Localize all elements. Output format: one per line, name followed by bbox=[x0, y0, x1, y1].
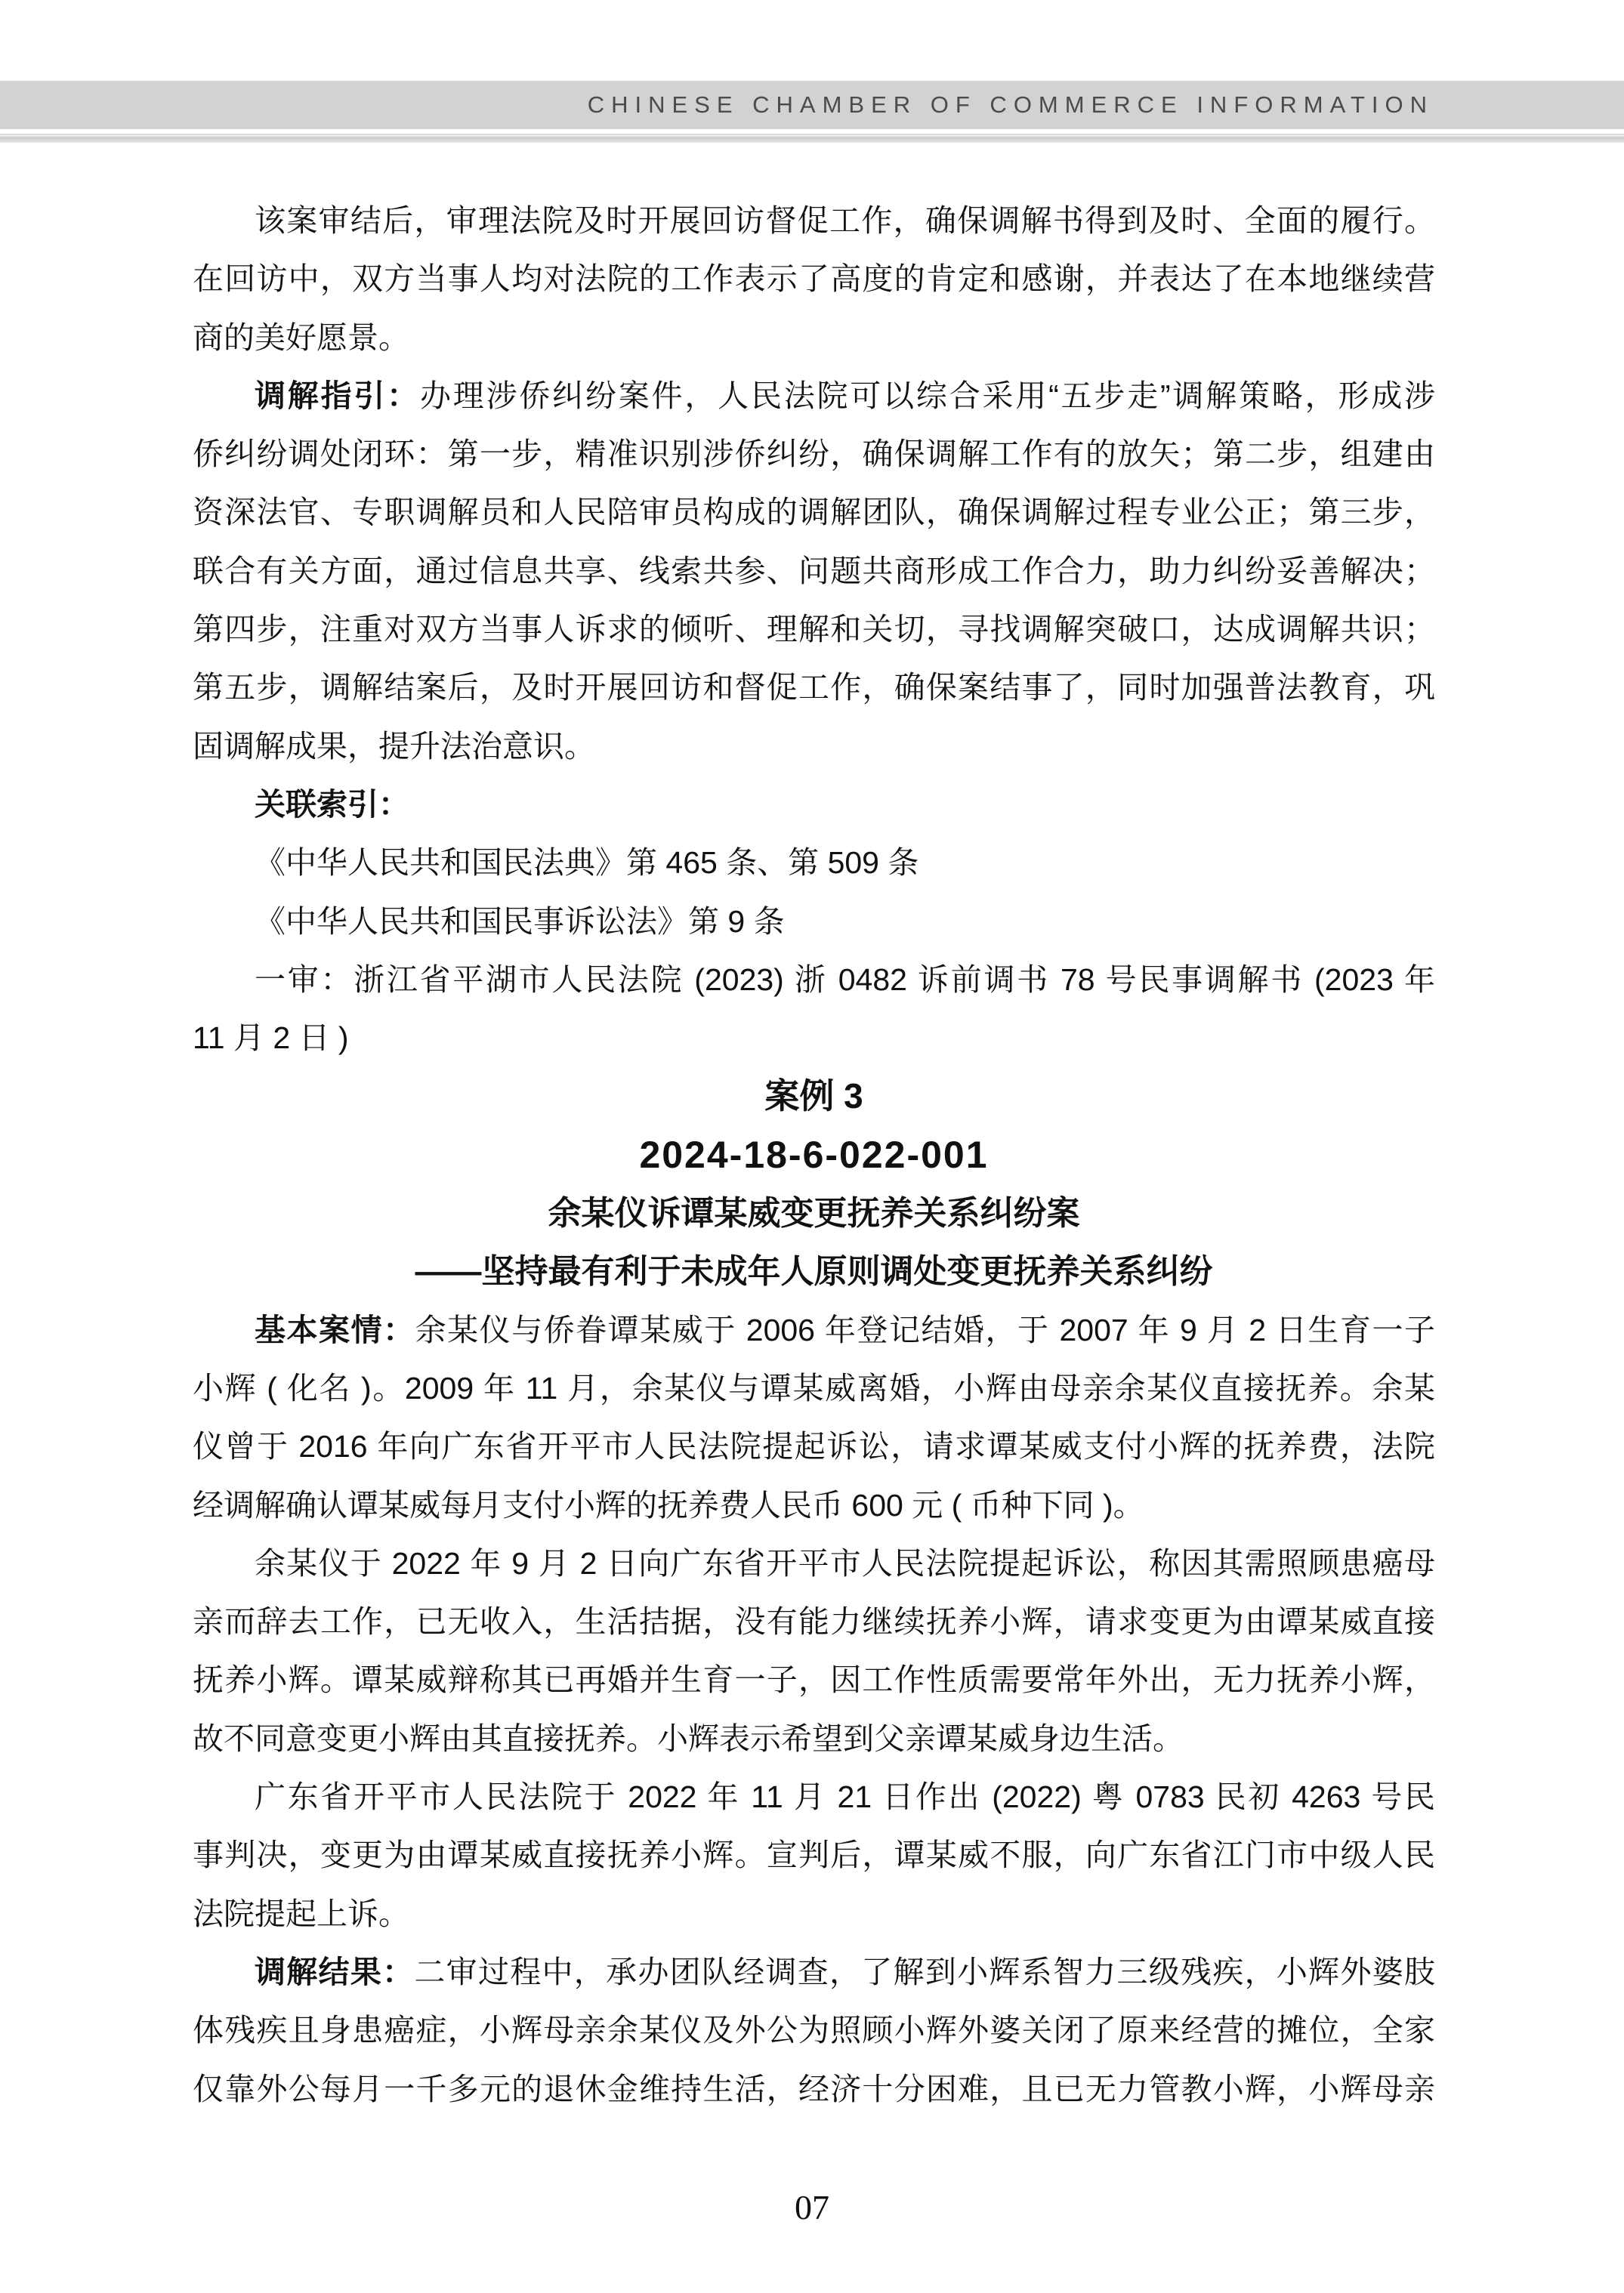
header-divider-stripes bbox=[0, 134, 1624, 143]
text-line bbox=[193, 659, 1435, 717]
text-line bbox=[193, 1418, 1435, 1476]
text-segment: 一审：浙江省平湖市人民法院 (2023) 浙 0482 诉前调书 78 号民事调解书 (2023 年 bbox=[255, 961, 1435, 997]
text-line bbox=[193, 1943, 1435, 2001]
text-segment: 仪曾于 2016 年向广东省开平市人民法院提起诉讼，请求谭某威支付小辉的抚养费，法院 bbox=[193, 1429, 1435, 1464]
text-line bbox=[193, 1242, 1435, 1301]
text-segment: 二审过程中，承办团队经调查，了解到小辉系智力三级残疾，小辉外婆肢 bbox=[414, 1954, 1435, 1989]
text-segment: 固调解成果，提升法治意识。 bbox=[193, 728, 595, 764]
text-segment: 法院提起上诉。 bbox=[193, 1896, 409, 1931]
text-line bbox=[193, 951, 1435, 1009]
text-line bbox=[193, 1301, 1435, 1359]
text-segment: 在回访中，双方当事人均对法院的工作表示了高度的肯定和感谢，并表达了在本地继续营 bbox=[193, 261, 1435, 297]
text-line bbox=[193, 1067, 1435, 1125]
text-line bbox=[193, 483, 1435, 542]
text-segment: 余某仪于 2022 年 9 月 2 日向广东省开平市人民法院提起诉讼，称因其需照顾患癌母 bbox=[255, 1545, 1435, 1581]
text-segment: 第四步，注重对双方当事人诉求的倾听、理解和关切，寻找调解突破口，达成调解共识； bbox=[193, 612, 1435, 647]
text-line bbox=[193, 1535, 1435, 1593]
text-line bbox=[193, 192, 1435, 250]
text-segment: 该案审结后，审理法院及时开展回访督促工作，确保调解书得到及时、全面的履行。 bbox=[255, 203, 1435, 238]
text-segment: 体残疾且身患癌症，小辉母亲余某仪及外公为照顾小辉外婆关闭了原来经营的摊位，全家 bbox=[193, 2013, 1435, 2048]
text-line bbox=[193, 250, 1435, 308]
text-line bbox=[193, 309, 1435, 367]
bold-text-segment: 调解指引： bbox=[255, 378, 420, 413]
header-caption: CHINESE CHAMBER OF COMMERCE INFORMATION bbox=[587, 91, 1434, 118]
text-line bbox=[193, 1477, 1435, 1535]
content bbox=[193, 192, 1435, 2119]
text-line bbox=[193, 425, 1435, 483]
text-segment: 故不同意变更小辉由其直接抚养。小辉表示希望到父亲谭某威身边生活。 bbox=[193, 1721, 1184, 1756]
text-segment: 第五步，调解结案后，及时开展回访和督促工作，确保案结事了，同时加强普法教育，巩 bbox=[193, 670, 1435, 705]
text-line bbox=[193, 834, 1435, 892]
text-line bbox=[193, 600, 1435, 659]
text-line bbox=[193, 718, 1435, 776]
text-segment: 余某仪与侨眷谭某威于 2006 年登记结婚，于 2007 年 9 月 2 日生育一子 bbox=[415, 1312, 1436, 1347]
bold-text-segment: 余某仪诉谭某威变更抚养关系纠纷案 bbox=[548, 1195, 1080, 1233]
text-segment: 商的美好愿景。 bbox=[193, 319, 409, 355]
text-line bbox=[193, 893, 1435, 951]
text-segment: 经调解确认谭某威每月支付小辉的抚养费人民币 600 元 ( 币种下同 )。 bbox=[193, 1487, 1144, 1523]
text-segment: 亲而辞去工作，已无收入，生活拮据，没有能力继续抚养小辉，请求变更为由谭某威直接 bbox=[193, 1604, 1435, 1640]
text-segment: 广东省开平市人民法院于 2022 年 11 月 21 日作出 (2022) 粤 0783 民初 4263 号民 bbox=[255, 1779, 1435, 1815]
text-segment: 资深法官、专职调解员和人民陪审员构成的调解团队，确保调解过程专业公正；第三步， bbox=[193, 495, 1435, 530]
bold-text-segment: ——坚持最有利于未成年人原则调处变更抚养关系纠纷 bbox=[415, 1253, 1213, 1291]
text-line bbox=[193, 1826, 1435, 1884]
page-number: 07 bbox=[795, 2188, 829, 2227]
text-line bbox=[193, 367, 1435, 425]
text-line bbox=[193, 1768, 1435, 1826]
bold-text-segment: 2024-18-6-022-001 bbox=[639, 1133, 989, 1176]
bold-text-segment: 调解结果： bbox=[255, 1954, 415, 1989]
text-segment: 仅靠外公每月一千多元的退休金维持生活，经济十分困难，且已无力管教小辉，小辉母亲 bbox=[193, 2071, 1435, 2106]
text-line bbox=[193, 1593, 1435, 1651]
text-line bbox=[193, 776, 1435, 834]
text-line bbox=[193, 1359, 1435, 1418]
text-line bbox=[193, 542, 1435, 600]
text-segment: 《中华人民共和国民法典》第 465 条、第 509 条 bbox=[255, 845, 919, 881]
header-bar bbox=[0, 81, 1624, 129]
text-segment: 事判决，变更为由谭某威直接抚养小辉。宣判后，谭某威不服，向广东省江门市中级人民 bbox=[193, 1838, 1435, 1873]
text-line bbox=[193, 2060, 1435, 2119]
text-segment: 侨纠纷调处闭环：第一步，精准识别涉侨纠纷，确保调解工作有的放矢；第二步，组建由 bbox=[193, 437, 1435, 472]
text-segment: 抚养小辉。谭某威辩称其已再婚并生育一子，因工作性质需要常年外出，无力抚养小辉， bbox=[193, 1662, 1435, 1698]
text-line bbox=[193, 1885, 1435, 1943]
text-line bbox=[193, 1651, 1435, 1709]
bold-text-segment: 关联索引： bbox=[255, 786, 409, 822]
text-segment: 办理涉侨纠纷案件，人民法院可以综合采用“五步走”调解策略，形成涉 bbox=[419, 378, 1435, 413]
text-segment: 联合有关方面，通过信息共享、线索共参、问题共商形成工作合力，助力纠纷妥善解决； bbox=[193, 553, 1435, 588]
bold-text-segment: 基本案情： bbox=[255, 1312, 415, 1347]
text-line bbox=[193, 1009, 1435, 1067]
text-line bbox=[193, 1184, 1435, 1242]
text-line bbox=[193, 1126, 1435, 1184]
text-segment: 11 月 2 日 ) bbox=[193, 1020, 349, 1056]
text-line bbox=[193, 2001, 1435, 2060]
text-segment: 小辉 ( 化名 )。2009 年 11 月，余某仪与谭某威离婚，小辉由母亲余某仪直接抚养。余某 bbox=[193, 1370, 1435, 1406]
text-segment: 《中华人民共和国民事诉讼法》第 9 条 bbox=[255, 903, 785, 939]
bold-text-segment: 案例 3 bbox=[764, 1076, 863, 1116]
text-line bbox=[193, 1710, 1435, 1768]
